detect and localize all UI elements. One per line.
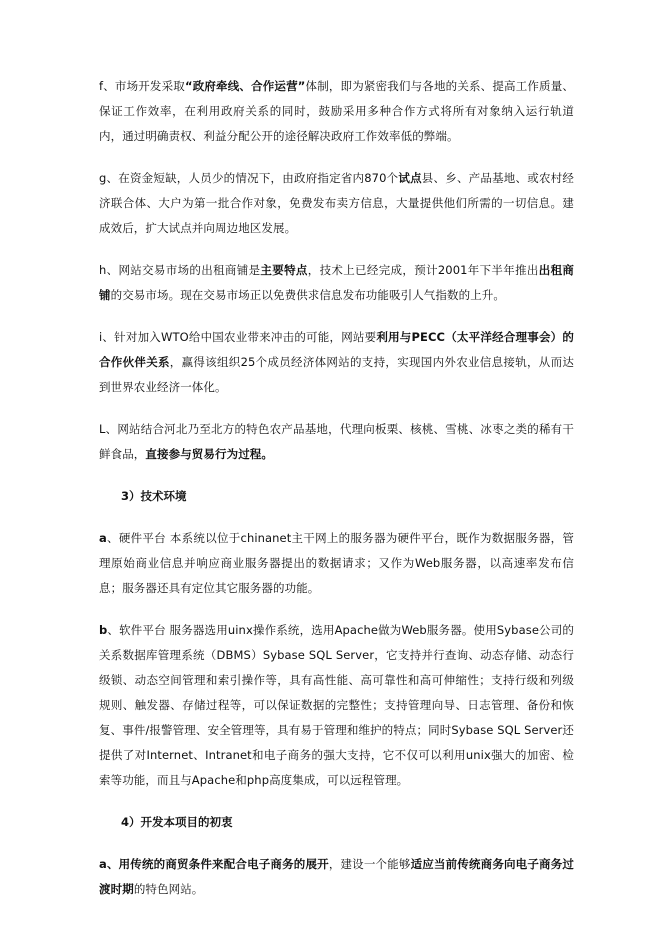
bold-text: a、用传统的商贸条件来配合电子商务的展开 [99,857,329,871]
section-heading-heading3 [99,484,574,509]
bold-text: “政府牵线、合作运营” [184,79,306,93]
paragraph-a2 [99,852,574,902]
bold-text: 直接参与贸易行为过程。 [145,447,274,461]
paragraph-a1 [99,526,574,601]
text-run: 4）开发本项目的初衷 [121,815,233,829]
text-run: ，技术上已经完成，预计2001年下半年推出 [307,263,539,277]
bold-text: 利用与PECC（太平洋经合理事会）的合作伙伴关系 [99,330,574,369]
bold-text: b [99,623,108,637]
paragraph-h [99,258,574,308]
bold-text: 主要特点 [260,263,308,277]
text-run: 县、乡、产品基地、或农村经济联合体、大户为第一批合作对象，免费发布卖方信息，大量提供他们所需的一切信息。建成效后，扩大试点并向周边地区发展。 [99,171,574,235]
text-run: 、软件平台 服务器选用uinx操作系统，选用Apache做为Web服务器。使用Sybase公司的关系数据库管理系统（DBMS）Sybase SQL Server，它支持并行查询、动态存储、动态行级锁、动态空间管理和索引操作等，具有高性能、高可靠性和高可伸缩性；支持行级和列级规则、触发器、存储过程等，可以保证数据的完整性；支持管理向导、日志管理、备份和恢复、事件/报警管理、安全管理等，具有易于管理和维护的特点；同时Sybase SQL Server还提供了对Internet、Intranet和电子商务的强大支持，它不仅可以利用unix强大的加密、检索等功能，而且与Apache和php高度集成，可以远程管理。 [99,623,574,787]
bold-text: 适应当前传统商务向电子商务过渡时期 [99,857,574,896]
section-heading-heading4 [99,810,574,835]
text-run: 3）技术环境 [121,489,187,503]
paragraph-i [99,325,574,400]
paragraph-b1 [99,618,574,793]
document-body [99,74,574,902]
bold-text: a [99,531,107,545]
text-run: g、在资金短缺，人员少的情况下，由政府指定省内870个 [99,171,399,185]
bold-text: 出租商铺 [99,263,574,302]
bold-text: 试点 [398,171,422,185]
text-run: 、硬件平台 本系统以位于chinanet主干网上的服务器为硬件平台，既作为数据服务器，管理原始商业信息并响应商业服务器提出的数据请求；又作为Web服务器，以高速率发布信息；服务器还具有定位其它服务器的功能。 [99,531,574,595]
text-run: ，赢得该组织25个成员经济体网站的支持，实现国内外农业信息接轨，从而达到世界农业经济一体化。 [99,355,574,394]
text-run: 的交易市场。现在交易市场正以免费供求信息发布功能吸引人气指数的上升。 [110,288,506,302]
text-run: L、网站结合河北乃至北方的特色农产品基地，代理向板栗、核桃、雪桃、冰枣之类的稀有干鲜食品， [99,422,574,461]
text-run: 体制，即为紧密我们与各地的关系、提高工作质量、保证工作效率，在利用政府关系的同时，鼓励采用多种合作方式将所有对象纳入运行轨道内，通过明确责权、利益分配公开的途径解决政府工作效率低的弊端。 [99,79,574,143]
text-run: f、市场开发采取 [99,79,185,93]
text-run: h、网站交易市场的出租商铺是 [99,263,261,277]
text-run: ，建设一个能够 [328,857,411,871]
paragraph-f [99,74,574,149]
text-run: 的特色网站。 [133,882,204,896]
text-run: i、针对加入WTO给中国农业带来冲击的可能，网站要 [99,330,377,344]
paragraph-L [99,417,574,467]
paragraph-g [99,166,574,241]
